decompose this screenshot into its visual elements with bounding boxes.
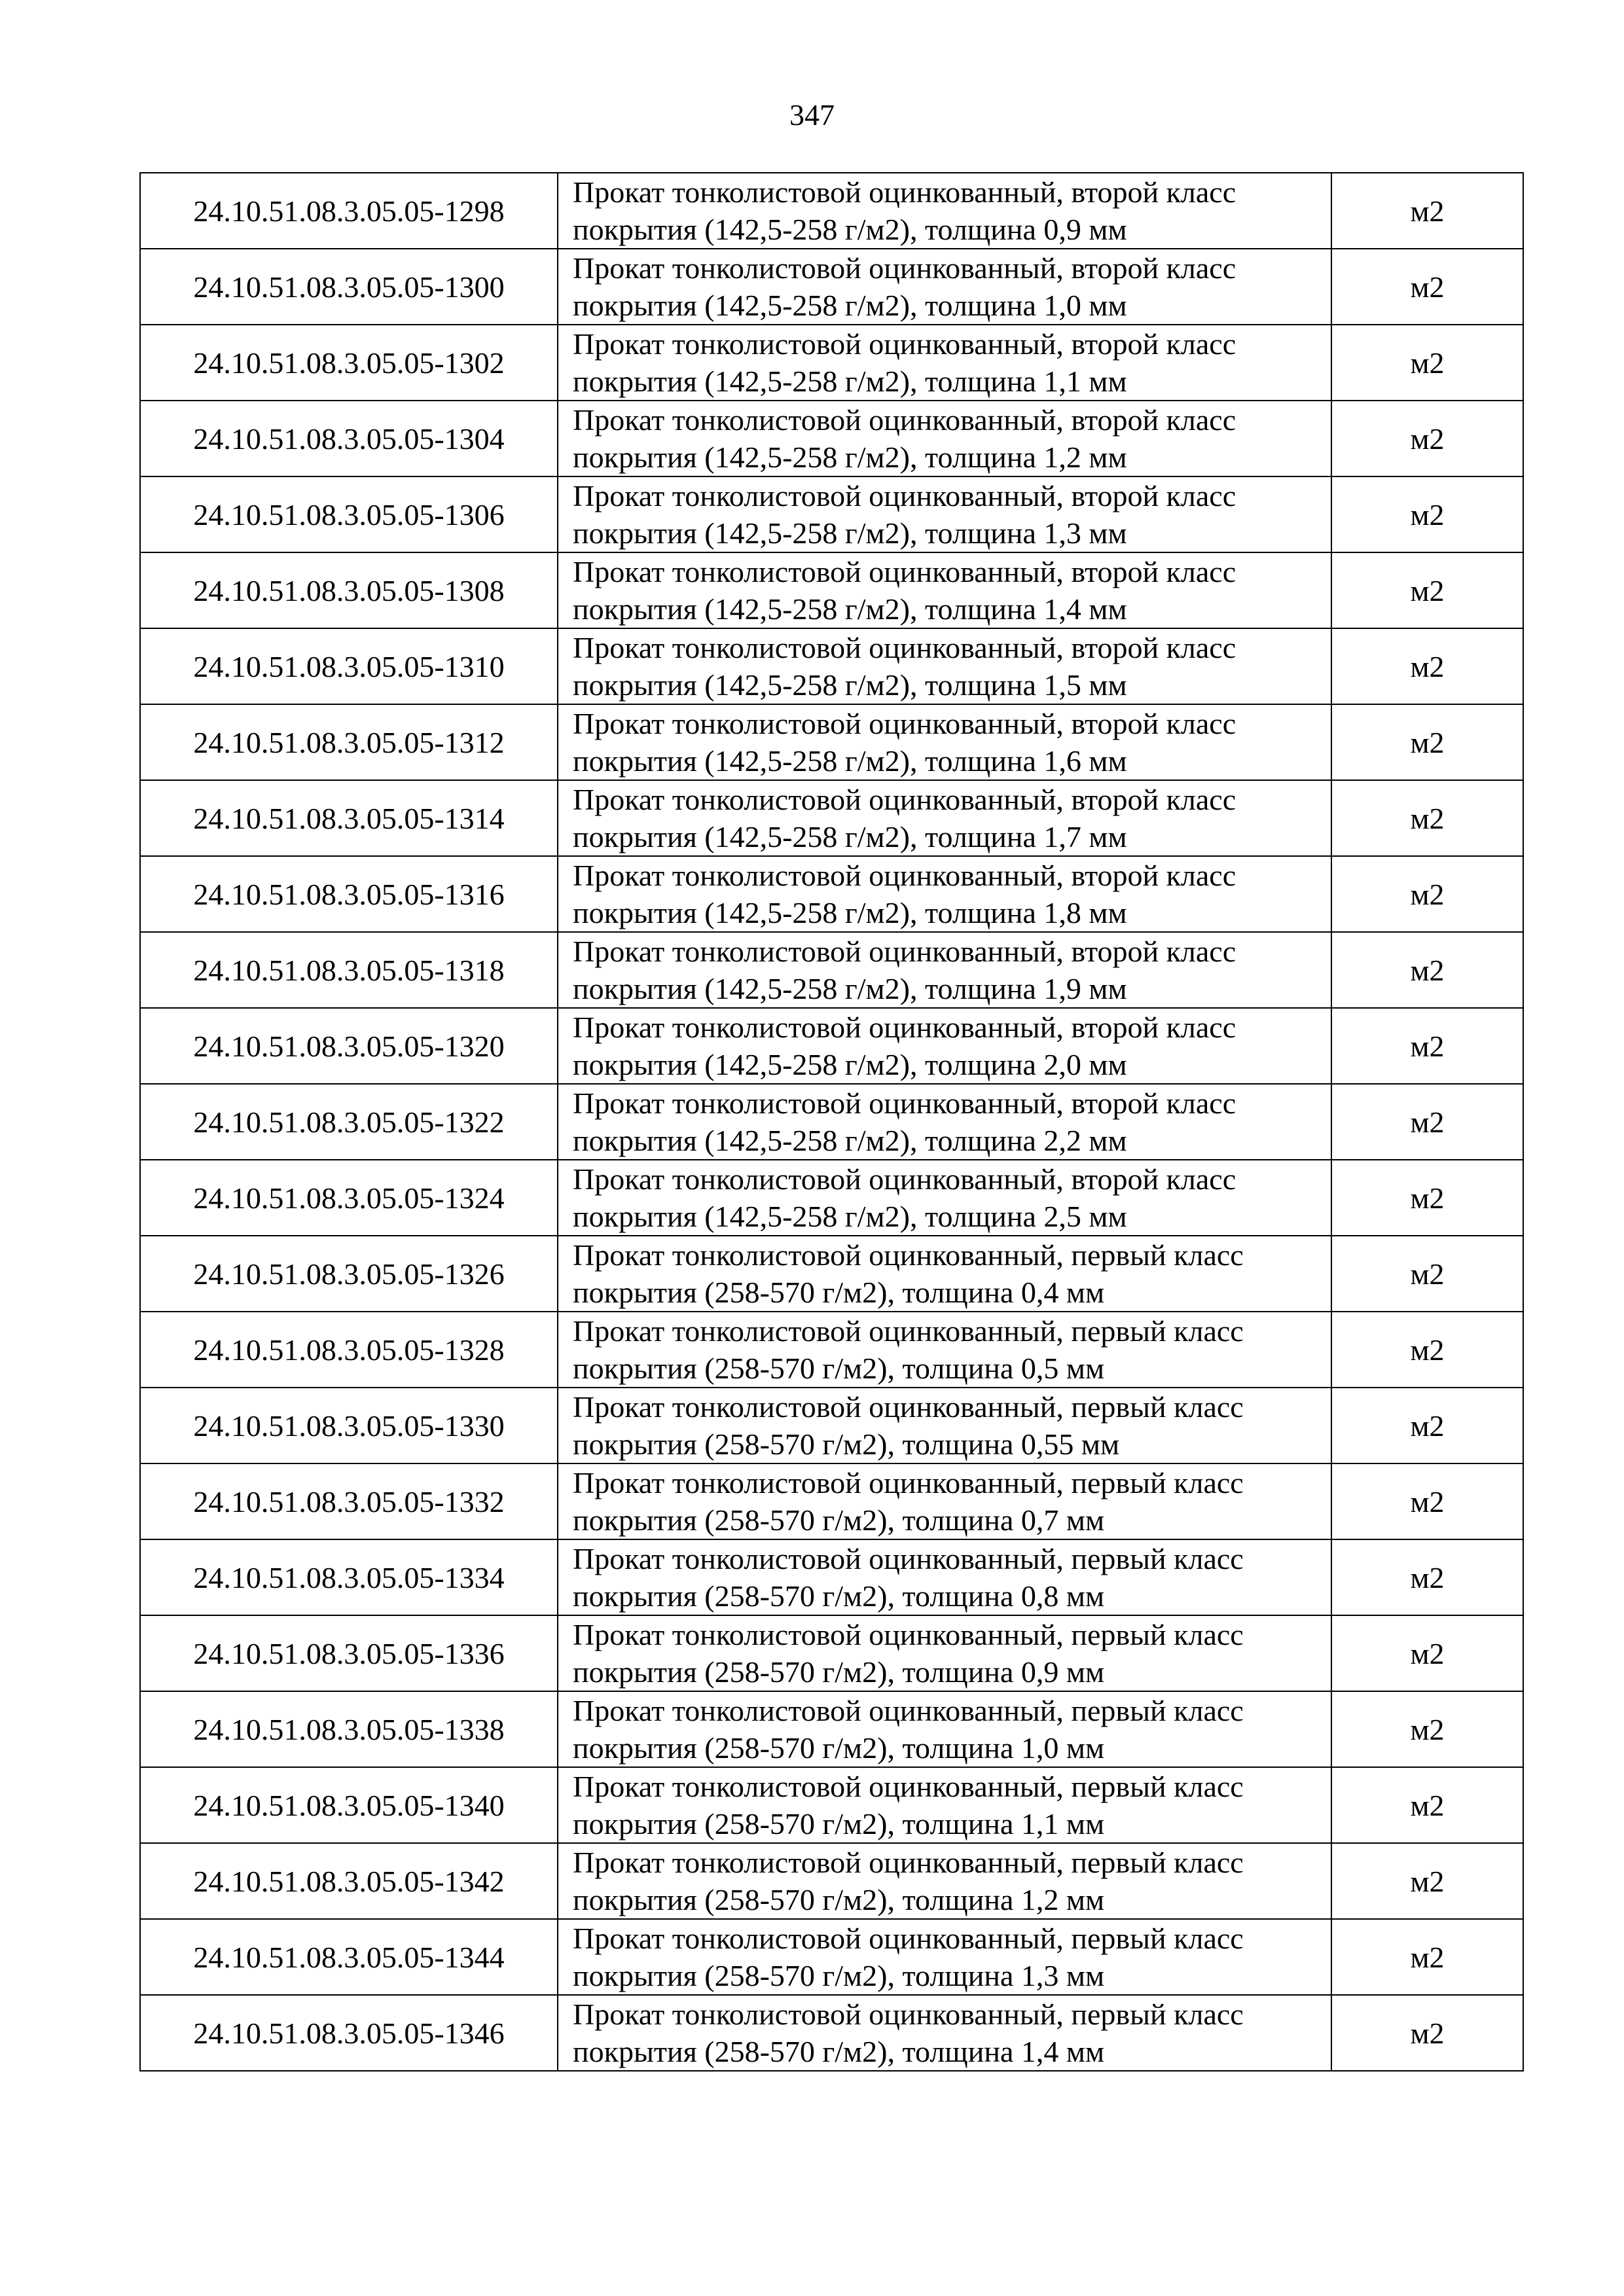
table-row <box>140 1539 1523 1615</box>
material-name-cell <box>558 856 1331 932</box>
material-name-cell <box>558 1008 1331 1084</box>
material-name-line-2: покрытия (258-570 г/м2), толщина 1,2 мм <box>573 1883 1105 1916</box>
table-row <box>140 628 1523 704</box>
unit-cell: м2 <box>1331 1236 1523 1312</box>
table-row <box>140 1615 1523 1691</box>
unit-cell: м2 <box>1331 1995 1523 2071</box>
unit-cell: м2 <box>1331 780 1523 856</box>
material-code-cell: 24.10.51.08.3.05.05-1318 <box>140 932 558 1008</box>
unit-cell: м2 <box>1331 628 1523 704</box>
table-row <box>140 1995 1523 2071</box>
unit-cell: м2 <box>1331 704 1523 780</box>
material-name-line-1: Прокат тонколистовой оцинкованный, второй класс <box>573 783 1236 816</box>
material-name-line-2: покрытия (142,5-258 г/м2), толщина 2,0 мм <box>573 1048 1127 1081</box>
material-name-cell <box>558 1463 1331 1539</box>
material-code-cell: 24.10.51.08.3.05.05-1312 <box>140 704 558 780</box>
material-name-line-2: покрытия (142,5-258 г/м2), толщина 1,6 мм <box>573 744 1127 778</box>
table-row <box>140 249 1523 325</box>
table-row <box>140 173 1523 249</box>
material-name-cell <box>558 1084 1331 1160</box>
material-name-line-1: Прокат тонколистовой оцинкованный, второй класс <box>573 1162 1236 1196</box>
material-name-line-1: Прокат тонколистовой оцинкованный, второй класс <box>573 631 1236 664</box>
material-name-line-1: Прокат тонколистовой оцинкованный, второй класс <box>573 175 1236 209</box>
material-name-cell <box>558 1615 1331 1691</box>
unit-cell: м2 <box>1331 1312 1523 1388</box>
unit-cell: м2 <box>1331 1084 1523 1160</box>
table-row <box>140 1160 1523 1236</box>
material-code-cell: 24.10.51.08.3.05.05-1340 <box>140 1767 558 1843</box>
material-name-cell <box>558 1843 1331 1919</box>
material-name-line-1: Прокат тонколистовой оцинкованный, первый класс <box>573 1998 1244 2031</box>
material-name-line-1: Прокат тонколистовой оцинкованный, второй класс <box>573 1011 1236 1044</box>
page-number: 347 <box>789 98 835 132</box>
material-name-cell <box>558 628 1331 704</box>
material-name-cell <box>558 932 1331 1008</box>
material-name-line-2: покрытия (258-570 г/м2), толщина 1,0 мм <box>573 1731 1105 1765</box>
material-name-line-2: покрытия (258-570 г/м2), толщина 0,9 мм <box>573 1655 1105 1689</box>
table-row <box>140 1312 1523 1388</box>
material-name-cell <box>558 249 1331 325</box>
material-name-cell <box>558 325 1331 401</box>
unit-cell: м2 <box>1331 1388 1523 1463</box>
unit-cell: м2 <box>1331 1008 1523 1084</box>
material-code-cell: 24.10.51.08.3.05.05-1304 <box>140 401 558 476</box>
table-row <box>140 1691 1523 1767</box>
table-row <box>140 704 1523 780</box>
material-name-line-2: покрытия (258-570 г/м2), толщина 0,5 мм <box>573 1352 1105 1385</box>
material-name-line-2: покрытия (142,5-258 г/м2), толщина 0,9 мм <box>573 213 1127 246</box>
table-row <box>140 856 1523 932</box>
material-name-line-1: Прокат тонколистовой оцинкованный, второй класс <box>573 935 1236 968</box>
material-name-cell <box>558 1539 1331 1615</box>
material-code-cell: 24.10.51.08.3.05.05-1302 <box>140 325 558 401</box>
material-name-line-2: покрытия (258-570 г/м2), толщина 0,7 мм <box>573 1503 1105 1537</box>
material-name-cell <box>558 1691 1331 1767</box>
material-name-line-2: покрытия (142,5-258 г/м2), толщина 1,2 мм <box>573 440 1127 474</box>
material-code-cell: 24.10.51.08.3.05.05-1342 <box>140 1843 558 1919</box>
material-name-line-1: Прокат тонколистовой оцинкованный, второй класс <box>573 555 1236 588</box>
material-name-line-1: Прокат тонколистовой оцинкованный, первый класс <box>573 1846 1244 1879</box>
material-name-line-1: Прокат тонколистовой оцинкованный, первый класс <box>573 1618 1244 1651</box>
material-name-line-1: Прокат тонколистовой оцинкованный, первый класс <box>573 1390 1244 1424</box>
material-name-line-2: покрытия (142,5-258 г/м2), толщина 1,1 мм <box>573 365 1127 398</box>
material-name-cell <box>558 476 1331 552</box>
unit-cell: м2 <box>1331 1463 1523 1539</box>
material-code-cell: 24.10.51.08.3.05.05-1300 <box>140 249 558 325</box>
materials-table-body <box>140 173 1523 2071</box>
material-name-cell <box>558 780 1331 856</box>
table-row <box>140 1236 1523 1312</box>
material-code-cell: 24.10.51.08.3.05.05-1334 <box>140 1539 558 1615</box>
material-name-line-1: Прокат тонколистовой оцинкованный, первый класс <box>573 1770 1244 1803</box>
unit-cell: м2 <box>1331 856 1523 932</box>
table-row <box>140 401 1523 476</box>
materials-table <box>139 172 1524 2072</box>
material-code-cell: 24.10.51.08.3.05.05-1328 <box>140 1312 558 1388</box>
material-name-line-1: Прокат тонколистовой оцинкованный, первый класс <box>573 1922 1244 1955</box>
unit-cell: м2 <box>1331 249 1523 325</box>
material-code-cell: 24.10.51.08.3.05.05-1330 <box>140 1388 558 1463</box>
material-name-line-1: Прокат тонколистовой оцинкованный, первый класс <box>573 1314 1244 1348</box>
material-name-cell <box>558 1236 1331 1312</box>
table-row <box>140 1084 1523 1160</box>
material-name-line-2: покрытия (142,5-258 г/м2), толщина 1,8 мм <box>573 896 1127 929</box>
unit-cell: м2 <box>1331 1539 1523 1615</box>
material-name-line-2: покрытия (258-570 г/м2), толщина 0,4 мм <box>573 1276 1105 1309</box>
material-name-line-1: Прокат тонколистовой оцинкованный, второй класс <box>573 479 1236 512</box>
material-code-cell: 24.10.51.08.3.05.05-1322 <box>140 1084 558 1160</box>
table-row <box>140 1463 1523 1539</box>
material-name-line-1: Прокат тонколистовой оцинкованный, второй класс <box>573 403 1236 437</box>
unit-cell: м2 <box>1331 932 1523 1008</box>
table-row <box>140 1919 1523 1995</box>
material-name-line-2: покрытия (258-570 г/м2), толщина 1,1 мм <box>573 1807 1105 1840</box>
material-name-line-2: покрытия (142,5-258 г/м2), толщина 1,5 мм <box>573 668 1127 702</box>
table-row <box>140 325 1523 401</box>
unit-cell: м2 <box>1331 552 1523 628</box>
table-row <box>140 476 1523 552</box>
material-name-line-2: покрытия (142,5-258 г/м2), толщина 2,5 мм <box>573 1200 1127 1233</box>
unit-cell: м2 <box>1331 476 1523 552</box>
material-name-cell <box>558 1767 1331 1843</box>
material-code-cell: 24.10.51.08.3.05.05-1332 <box>140 1463 558 1539</box>
material-name-line-2: покрытия (142,5-258 г/м2), толщина 1,7 мм <box>573 820 1127 853</box>
material-code-cell: 24.10.51.08.3.05.05-1310 <box>140 628 558 704</box>
material-code-cell: 24.10.51.08.3.05.05-1314 <box>140 780 558 856</box>
material-name-cell <box>558 704 1331 780</box>
material-name-line-1: Прокат тонколистовой оцинкованный, первый класс <box>573 1466 1244 1499</box>
material-name-cell <box>558 1919 1331 1995</box>
material-name-cell <box>558 1160 1331 1236</box>
material-name-line-2: покрытия (142,5-258 г/м2), толщина 1,9 мм <box>573 972 1127 1005</box>
material-name-line-2: покрытия (142,5-258 г/м2), толщина 1,0 мм <box>573 289 1127 322</box>
material-name-line-2: покрытия (142,5-258 г/м2), толщина 1,4 мм <box>573 592 1127 626</box>
material-code-cell: 24.10.51.08.3.05.05-1316 <box>140 856 558 932</box>
material-name-line-1: Прокат тонколистовой оцинкованный, первый класс <box>573 1238 1244 1272</box>
material-code-cell: 24.10.51.08.3.05.05-1338 <box>140 1691 558 1767</box>
material-code-cell: 24.10.51.08.3.05.05-1346 <box>140 1995 558 2071</box>
unit-cell: м2 <box>1331 1843 1523 1919</box>
material-name-line-1: Прокат тонколистовой оцинкованный, второй класс <box>573 327 1236 361</box>
unit-cell: м2 <box>1331 1615 1523 1691</box>
material-name-line-1: Прокат тонколистовой оцинкованный, второй класс <box>573 707 1236 740</box>
table-row <box>140 932 1523 1008</box>
material-name-line-2: покрытия (258-570 г/м2), толщина 0,8 мм <box>573 1579 1105 1613</box>
material-code-cell: 24.10.51.08.3.05.05-1324 <box>140 1160 558 1236</box>
material-code-cell: 24.10.51.08.3.05.05-1306 <box>140 476 558 552</box>
material-code-cell: 24.10.51.08.3.05.05-1308 <box>140 552 558 628</box>
material-code-cell: 24.10.51.08.3.05.05-1344 <box>140 1919 558 1995</box>
material-code-cell: 24.10.51.08.3.05.05-1326 <box>140 1236 558 1312</box>
material-code-cell: 24.10.51.08.3.05.05-1298 <box>140 173 558 249</box>
table-row <box>140 1843 1523 1919</box>
unit-cell: м2 <box>1331 173 1523 249</box>
material-name-line-2: покрытия (142,5-258 г/м2), толщина 2,2 мм <box>573 1124 1127 1157</box>
material-name-line-2: покрытия (258-570 г/м2), толщина 1,4 мм <box>573 2035 1105 2068</box>
material-name-cell <box>558 552 1331 628</box>
unit-cell: м2 <box>1331 1160 1523 1236</box>
material-name-cell <box>558 401 1331 476</box>
material-name-line-2: покрытия (142,5-258 г/м2), толщина 1,3 мм <box>573 516 1127 550</box>
material-code-cell: 24.10.51.08.3.05.05-1320 <box>140 1008 558 1084</box>
material-name-line-1: Прокат тонколистовой оцинкованный, второй класс <box>573 251 1236 285</box>
material-name-cell <box>558 1995 1331 2071</box>
material-name-line-1: Прокат тонколистовой оцинкованный, первый класс <box>573 1694 1244 1727</box>
material-name-cell <box>558 1312 1331 1388</box>
table-row <box>140 1388 1523 1463</box>
material-name-line-2: покрытия (258-570 г/м2), толщина 0,55 мм <box>573 1427 1120 1461</box>
material-name-line-1: Прокат тонколистовой оцинкованный, второй класс <box>573 1086 1236 1120</box>
unit-cell: м2 <box>1331 401 1523 476</box>
table-row <box>140 780 1523 856</box>
unit-cell: м2 <box>1331 1767 1523 1843</box>
unit-cell: м2 <box>1331 1919 1523 1995</box>
table-row <box>140 552 1523 628</box>
table-row <box>140 1767 1523 1843</box>
material-name-cell <box>558 1388 1331 1463</box>
table-row <box>140 1008 1523 1084</box>
material-name-line-1: Прокат тонколистовой оцинкованный, второй класс <box>573 859 1236 892</box>
material-name-cell <box>558 173 1331 249</box>
unit-cell: м2 <box>1331 325 1523 401</box>
material-code-cell: 24.10.51.08.3.05.05-1336 <box>140 1615 558 1691</box>
material-name-line-2: покрытия (258-570 г/м2), толщина 1,3 мм <box>573 1959 1105 1992</box>
material-name-line-1: Прокат тонколистовой оцинкованный, первый класс <box>573 1542 1244 1575</box>
unit-cell: м2 <box>1331 1691 1523 1767</box>
